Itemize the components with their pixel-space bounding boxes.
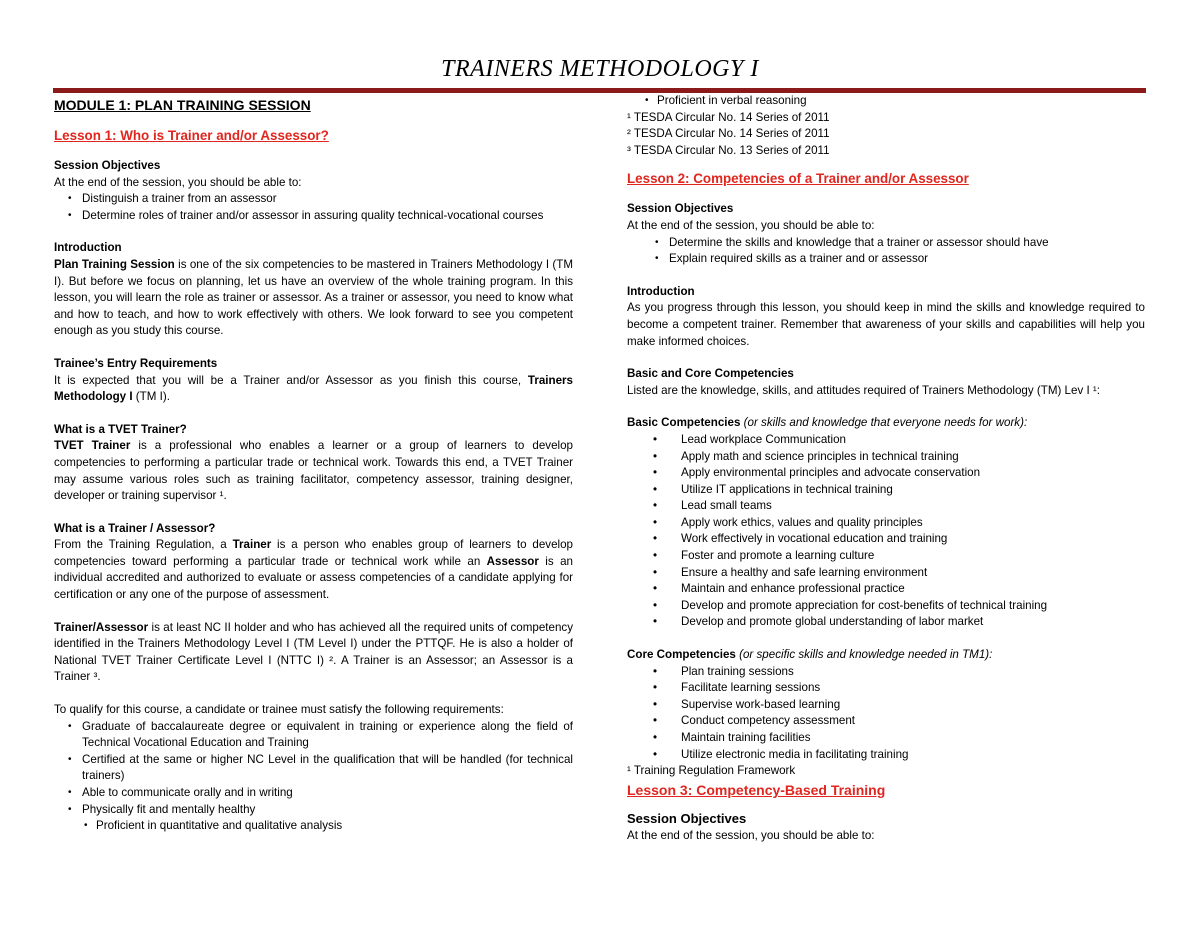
left-column bbox=[54, 93, 573, 835]
inline-text: is one of the six competencies to be mastered in Trainers Methodology I (TM I). But before we focus on planning, let us have an overview of the whole training program. In this lesson, you will learn the role as trainer or assessor. As a trainer or assessor, you need to know what and how to teach, and how to work effectively with others. We look forward to see you competent enough as you study this course. bbox=[54, 257, 573, 338]
inline-text: (TM I). bbox=[132, 390, 170, 404]
list-item: • Apply math and science principles in technical training bbox=[627, 449, 1145, 466]
basic-competencies-heading bbox=[627, 415, 1145, 432]
lesson-3-title: Lesson 3: Competency-Based Training bbox=[627, 781, 886, 798]
nc-holder-paragraph bbox=[54, 620, 573, 686]
sub-requirements-list bbox=[54, 818, 573, 835]
right-column bbox=[627, 93, 1145, 844]
inline-bold: Trainer/Assessor bbox=[54, 620, 149, 634]
trainer-assessor-paragraph bbox=[54, 537, 573, 603]
inline-bold: Trainer bbox=[232, 538, 272, 552]
list-item: • Develop and promote global understanding of labor market bbox=[627, 614, 1145, 631]
list-item: • Apply environmental principles and advocate conservation bbox=[627, 465, 1145, 482]
module-title: MODULE 1: PLAN TRAINING SESSION bbox=[54, 97, 311, 113]
list-item: • Physically fit and mentally healthy bbox=[54, 802, 573, 819]
entry-requirements-paragraph bbox=[54, 373, 573, 406]
list-item: • Proficient in quantitative and qualitative analysis bbox=[54, 818, 573, 835]
list-item: • Proficient in verbal reasoning bbox=[615, 93, 1145, 110]
list-item: • Maintain training facilities bbox=[627, 730, 1145, 747]
footnote: ³ TESDA Circular No. 13 Series of 2011 bbox=[627, 143, 830, 157]
list-item: • Conduct competency assessment bbox=[627, 713, 1145, 730]
list-item: • Maintain and enhance professional practice bbox=[627, 581, 1145, 598]
tvet-trainer-heading: What is a TVET Trainer? bbox=[54, 422, 187, 436]
inline-bold: TVET Trainer bbox=[54, 439, 131, 453]
tvet-trainer-paragraph bbox=[54, 438, 573, 504]
trainer-assessor-heading: What is a Trainer / Assessor? bbox=[54, 521, 216, 535]
inline-text: It is expected that you will be a Trainer and/or Assessor as you finish this course, bbox=[54, 373, 528, 387]
document-title: TRAINERS METHODOLOGY I bbox=[441, 56, 759, 82]
list-item: • Ensure a healthy and safe learning environment bbox=[627, 565, 1145, 582]
inline-text: is a professional who enables a learner or a group of learners to develop competencies to performing a particular trade or technical work. Towards this end, a TVET Trainer may assume various roles such as training facilitator, competency assessor, training designer, developer or training supervisor ¹. bbox=[54, 439, 574, 503]
basic-core-heading: Basic and Core Competencies bbox=[627, 367, 794, 381]
inline-italic: (or specific skills and knowledge needed in TM1): bbox=[735, 648, 993, 662]
sub-requirements-continued bbox=[615, 93, 1145, 110]
introduction-paragraph: As you progress through this lesson, you should keep in mind the skills and knowledge required to become a competent trainer. Remember that awareness of your skills and capabilities will help you make informed choices. bbox=[627, 301, 1145, 348]
session-objectives-heading: Session Objectives bbox=[627, 202, 734, 216]
inline-text: is an individual accredited and authorized to evaluate or assess competencies of a candidate applying for certification or any one of the purpose of assessment. bbox=[54, 554, 573, 602]
footnote: ¹ TESDA Circular No. 14 Series of 2011 bbox=[627, 110, 830, 124]
inline-bold: Basic Competencies bbox=[627, 416, 741, 430]
list-item: • Utilize electronic media in facilitating training bbox=[627, 747, 1145, 764]
footnote: ¹ Training Regulation Framework bbox=[627, 764, 796, 778]
list-item: • Foster and promote a learning culture bbox=[627, 548, 1145, 565]
list-item: • Distinguish a trainer from an assessor bbox=[54, 191, 573, 208]
objectives-intro: At the end of the session, you should be able to: bbox=[627, 218, 875, 232]
list-item: • Graduate of baccalaureate degree or equivalent in training or experience along the field of Technical Vocational Education and Training bbox=[54, 719, 573, 752]
introduction-heading: Introduction bbox=[627, 284, 695, 298]
footnote: ² TESDA Circular No. 14 Series of 2011 bbox=[627, 127, 830, 141]
lesson-2-title: Lesson 2: Competencies of a Trainer and/or Assessor bbox=[627, 171, 969, 187]
inline-text: From the Training Regulation, a bbox=[54, 538, 233, 552]
introduction-paragraph bbox=[54, 257, 573, 340]
qualify-intro: To qualify for this course, a candidate or trainee must satisfy the following requirements: bbox=[54, 703, 504, 717]
list-item: • Supervise work-based learning bbox=[627, 697, 1145, 714]
objectives-list bbox=[54, 191, 573, 224]
lesson-1-title: Lesson 1: Who is Trainer and/or Assessor? bbox=[54, 128, 329, 143]
core-competencies-heading bbox=[627, 647, 1145, 664]
inline-bold: Trainers Methodology I bbox=[54, 373, 573, 404]
list-item: • Certified at the same or higher NC Level in the qualification that will be handled (for technical trainers) bbox=[54, 752, 573, 785]
entry-requirements-heading: Trainee’s Entry Requirements bbox=[54, 356, 218, 370]
inline-bold: Assessor bbox=[486, 554, 539, 568]
list-item: • Able to communicate orally and in writing bbox=[54, 785, 573, 802]
list-item: • Develop and promote appreciation for cost-benefits of technical training bbox=[627, 598, 1145, 615]
list-item: • Apply work ethics, values and quality principles bbox=[627, 515, 1145, 532]
requirements-list bbox=[54, 719, 573, 819]
introduction-heading: Introduction bbox=[54, 241, 122, 255]
core-competencies-list bbox=[627, 664, 1145, 764]
list-item: • Facilitate learning sessions bbox=[627, 680, 1145, 697]
basic-competencies-list bbox=[627, 432, 1145, 631]
inline-text: is at least NC II holder and who has achieved all the required units of competency identified in the Trainers Methodology Level I (TM Level I) under the PTTQF. He is also a holder of National TVET Trainer Certificate Level I (NTTC I) ². A Trainer is an Assessor; an Assessor is a Trainer ³. bbox=[54, 620, 573, 684]
inline-bold: Plan Training Session bbox=[54, 257, 175, 271]
list-item: • Plan training sessions bbox=[627, 664, 1145, 681]
session-objectives-heading: Session Objectives bbox=[54, 159, 161, 172]
basic-core-paragraph: Listed are the knowledge, skills, and attitudes required of Trainers Methodology (TM) Lev I ¹: bbox=[627, 383, 1100, 397]
inline-bold: Core Competencies bbox=[627, 648, 736, 662]
lesson-3-objectives-heading: Session Objectives bbox=[627, 810, 747, 826]
list-item: • Work effectively in vocational education and training bbox=[627, 531, 1145, 548]
list-item: • Explain required skills as a trainer and or assessor bbox=[641, 251, 1145, 268]
list-item: • Lead small teams bbox=[627, 498, 1145, 515]
lesson-3-objectives-intro: At the end of the session, you should be able to: bbox=[627, 828, 875, 842]
inline-italic: (or skills and knowledge that everyone needs for work): bbox=[740, 416, 1028, 430]
list-item: • Lead workplace Communication bbox=[627, 432, 1145, 449]
list-item: • Utilize IT applications in technical training bbox=[627, 482, 1145, 499]
list-item: • Determine the skills and knowledge that a trainer or assessor should have bbox=[641, 235, 1145, 252]
objectives-intro: At the end of the session, you should be able to: bbox=[54, 175, 302, 189]
list-item: • Determine roles of trainer and/or assessor in assuring quality technical-vocational courses bbox=[54, 208, 573, 225]
objectives-list bbox=[641, 235, 1145, 268]
inline-text: is a person who enables group of learners to develop competencies toward performing a particular trade or technical work while an bbox=[54, 538, 573, 568]
